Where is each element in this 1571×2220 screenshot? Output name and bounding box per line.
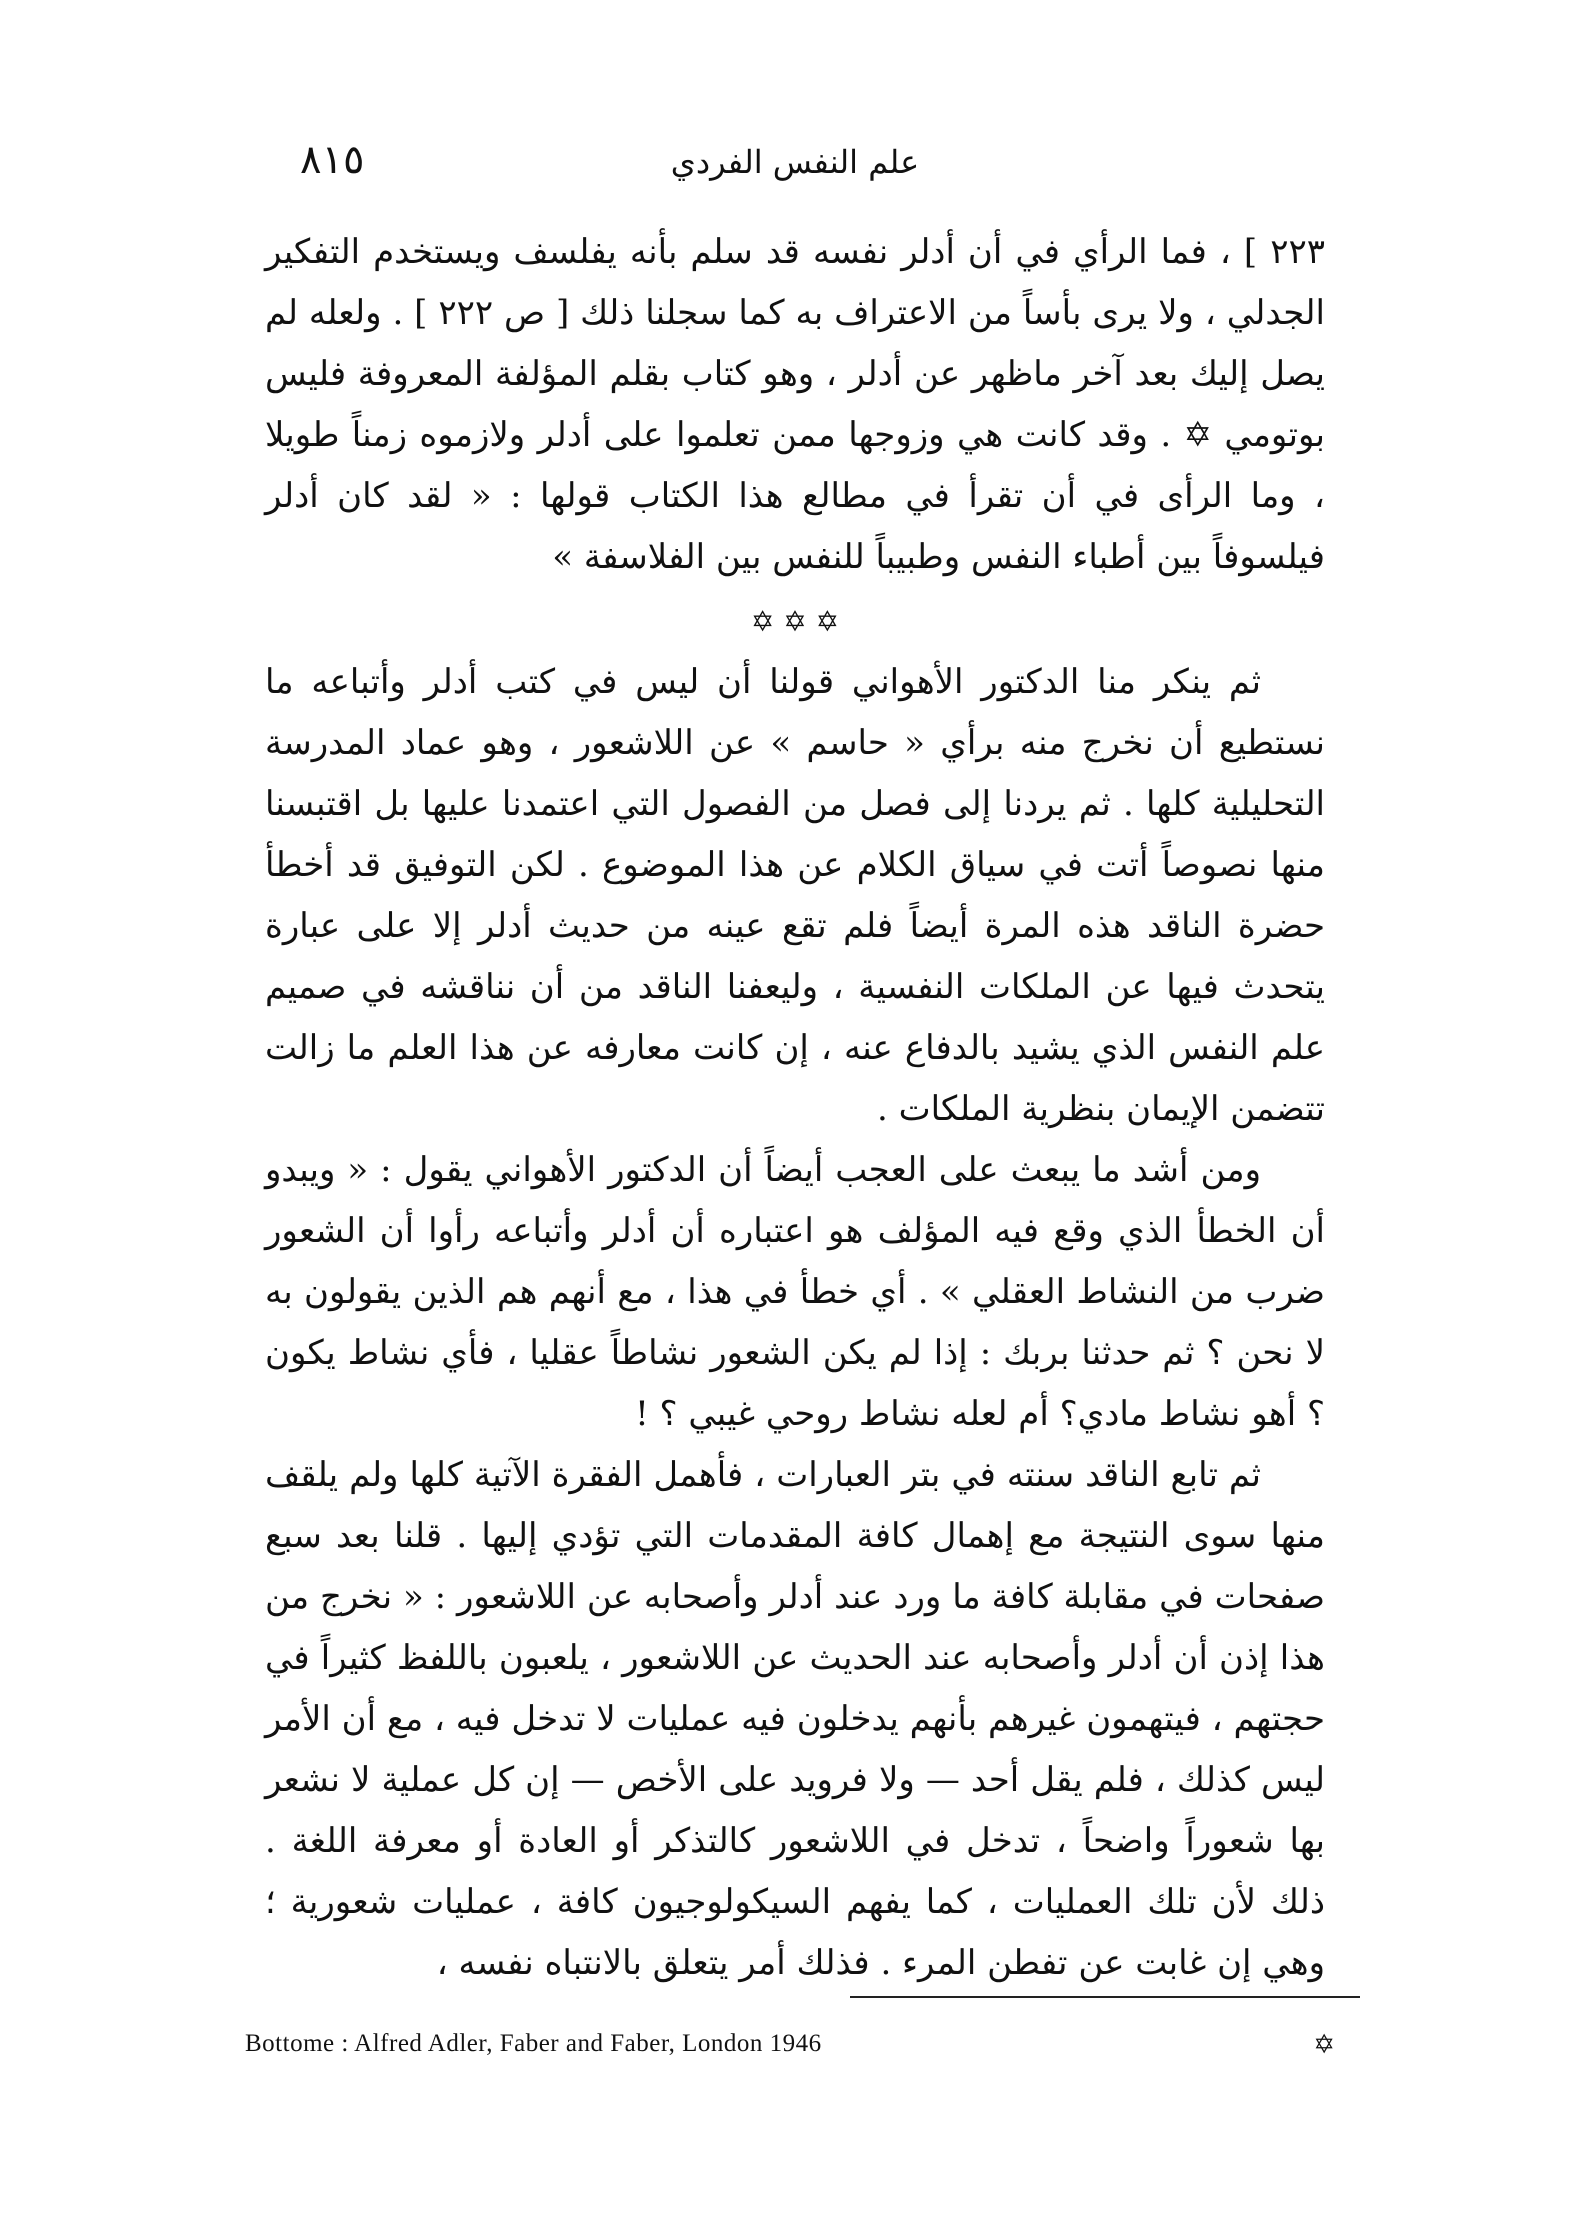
running-title: علم النفس الفردي (670, 143, 920, 181)
body-text (265, 222, 1325, 1994)
footnote (245, 2030, 1335, 2070)
paragraph-1: ٢٢٣ ] ، فما الرأي في أن أدلر نفسه قد سلم بأنه يفلسف ويستخدم التفكير الجدلي ، ولا يرى بأساً من الاعتراف به كما سجلنا ذلك [ ص ٢٢٢ ] . ولعله لم يصل إليك بعد آخر ماظهر عن أدلر ، وهو كتاب بقلم المؤلفة المعروفة فليس بوتومي ✡ . وقد كانت هي وزوجها ممن تعلموا على أدلر ولازموه زمناً طويلا ، وما الرأى في أن تقرأ في مطالع هذا الكتاب قولها : « لقد كان أدلر فيلسوفاً بين أطباء النفس وطبيباً للنفس بين الفلاسفة » (265, 232, 1325, 577)
footnote-text: Bottome : Alfred Adler, Faber and Faber, London 1946 (245, 2030, 822, 2057)
footnote-divider (850, 1996, 1360, 1998)
paragraph-4: ثم تابع الناقد سنته في بتر العبارات ، فأهمل الفقرة الآتية كلها ولم يلقف منها سوى النتيجة مع إهمال كافة المقدمات التي تؤدي إليها . قلنا بعد سبع صفحات في مقابلة كافة ما ورد عند أدلر وأصحابه عن اللاشعور : « نخرج من هذا إذن أن أدلر وأصحابه عند الحديث عن اللاشعور ، يلعبون باللفظ كثيراً في حجتهم ، فيتهمون غيرهم بأنهم يدخلون فيه عمليات لا تدخل فيه ، مع أن الأمر ليس كذلك ، فلم يقل أحد — ولا فرويد على الأخص — إن كل عملية لا نشعر بها شعوراً واضحاً ، تدخل في اللاشعور كالتذكر أو العادة أو معرفة اللغة . ذلك لأن تلك العمليات ، كما يفهم السيكولوجيون كافة ، عمليات شعورية ؛ وهي إن غابت عن تفطن المرء . فذلك أمر يتعلق بالانتباه نفسه ، (265, 1455, 1325, 1983)
paragraph-2: ثم ينكر منا الدكتور الأهواني قولنا أن ليس في كتب أدلر وأتباعه ما نستطيع أن نخرج منه برأي « حاسم » عن اللاشعور ، وهو عماد المدرسة التحليلية كلها . ثم يردنا إلى فصل من الفصول التي اعتمدنا عليها بل اقتبسنا منها نصوصاً أتت في سياق الكلام عن هذا الموضوع . لكن التوفيق قد أخطأ حضرة الناقد هذه المرة أيضاً فلم تقع عينه من حديث أدلر إلا على عبارة يتحدث فيها عن الملكات النفسية ، وليعفنا الناقد من أن نناقشه في صميم علم النفس الذي يشيد بالدفاع عنه ، إن كانت معارفه عن هذا العلم ما زالت تتضمن الإيمان بنظرية الملكات . (265, 662, 1325, 1129)
section-divider-stars: ✡ ✡ ✡ (750, 605, 840, 638)
page-header (265, 125, 1325, 205)
paragraph-3: ومن أشد ما يبعث على العجب أيضاً أن الدكتور الأهواني يقول : « ويبدو أن الخطأ الذي وقع فيه المؤلف هو اعتباره أن أدلر وأتباعه رأوا أن الشعور ضرب من النشاط العقلي » . أي خطأ في هذا ، مع أنهم هم الذين يقولون به لا نحن ؟ ثم حدثنا بربك : إذا لم يكن الشعور نشاطاً عقليا ، فأي نشاط يكون ؟ أهو نشاط مادي؟ أم لعله نشاط روحي غيبي ؟ ! (265, 1150, 1325, 1434)
page-number: ٨١٥ (300, 137, 365, 183)
footnote-star-icon: ✡ (1313, 2030, 1335, 2060)
